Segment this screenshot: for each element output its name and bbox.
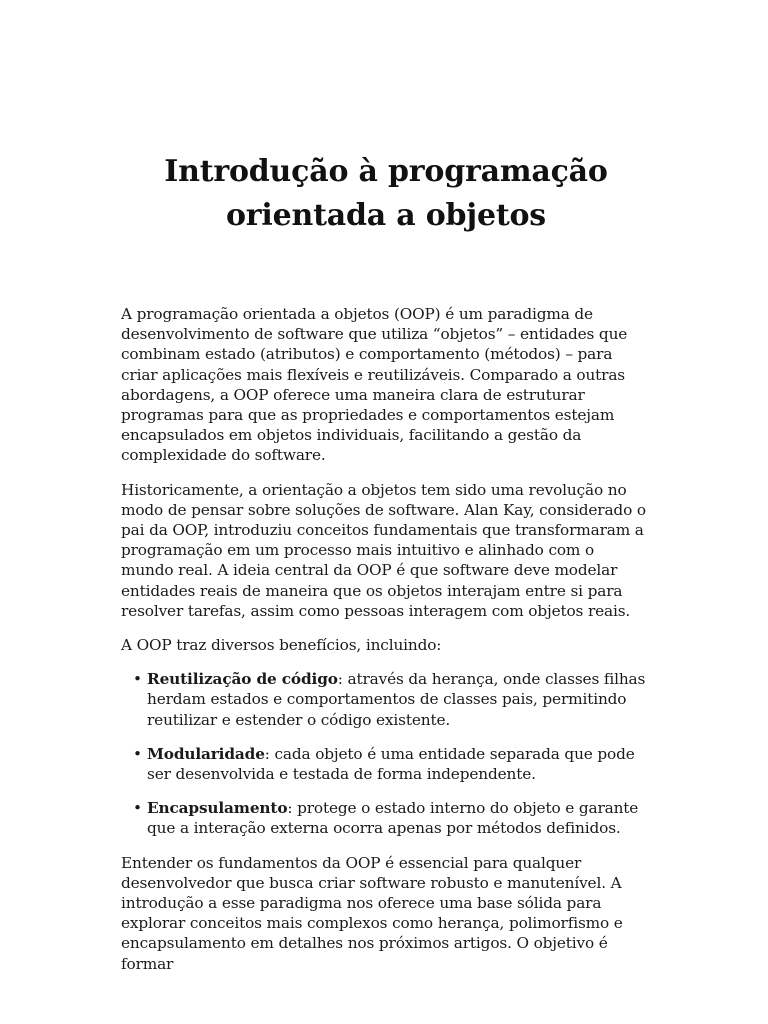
list-item: [133, 744, 651, 784]
bullet-icon: •: [133, 799, 142, 818]
document-page: [121, 150, 651, 988]
list-item-term: Modularidade: [147, 744, 265, 763]
list-item-text: : cada objeto é uma entidade separada que pode ser desenvolvida e testada de forma independente.: [147, 744, 635, 784]
list-item-text: : protege o estado interno do objeto e garante que a interação externa ocorra apenas por métodos definidos.: [147, 799, 639, 838]
benefits-list: [121, 669, 651, 838]
title-line-1: Introdução à programação: [164, 154, 608, 189]
bullet-icon: •: [133, 744, 142, 763]
history-paragraph: Historicamente, a orientação a objetos tem sido uma revolução no modo de pensar sobre soluções de software. Alan Kay, considerado o pai da OOP, introduziu conceitos fundamentais que transformaram a programação em um processo mais intuitivo e alinhado com o mundo real. A ideia central da OOP é que software deve modelar entidades reais de maneira que os objetos interajam entre si para resolver tarefas, assim como pessoas interagem com objetos reais.: [121, 480, 646, 620]
intro-paragraph: A programação orientada a objetos (OOP) é um paradigma de desenvolvimento de software que utiliza “objetos” – entidades que combinam estado (atributos) e comportamento (métodos) – para criar aplicações mais flexíveis e reutilizáveis. Comparado a outras abordagens, a OOP oferece uma maneira clara de estruturar programas para que as propriedades e comportamentos estejam encapsulados em objetos individuais, facilitando a gestão da complexidade do software.: [121, 305, 628, 465]
list-item-term: Encapsulamento: [147, 799, 288, 818]
page-title: [121, 150, 651, 238]
list-item-term: Reutilização de código: [147, 670, 338, 689]
list-item-text: : através da herança, onde classes filhas herdam estados e comportamentos de classes pais, permitindo reutilizar e estender o código existente.: [147, 670, 646, 729]
bullet-icon: •: [133, 670, 142, 689]
list-item: [133, 798, 651, 838]
list-item: [133, 669, 651, 730]
closing-paragraph: Entender os fundamentos da OOP é essencial para qualquer desenvolvedor que busca criar software robusto e manutenível. A introdução a esse paradigma nos oferece uma base sólida para explorar conceitos mais complexos como herança, polimorfismo e encapsulamento em detalhes nos próximos artigos. O objetivo é formar: [121, 853, 623, 973]
title-line-2: orientada a objetos: [225, 198, 547, 233]
benefits-intro-paragraph: A OOP traz diversos benefícios, incluindo:: [121, 636, 442, 655]
